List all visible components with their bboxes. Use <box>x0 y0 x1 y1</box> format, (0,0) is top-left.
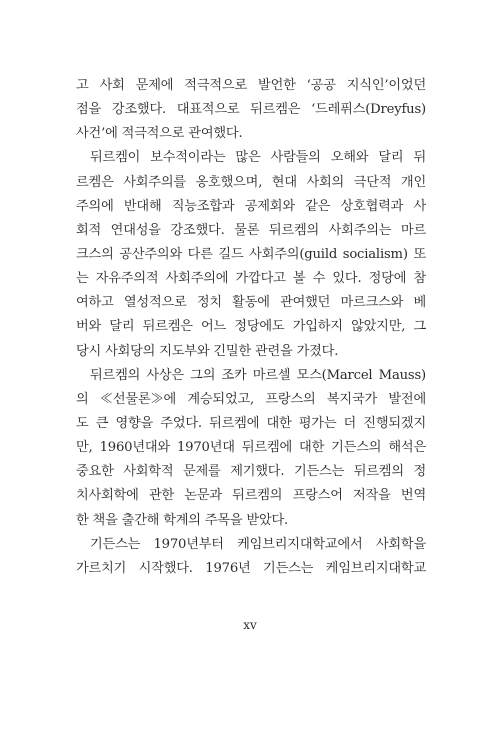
paragraph-first-line: 뒤르켐의 사상은 그의 조카 마르셀 모스(Marcel Mauss) <box>90 367 426 383</box>
body-line: 중요한 사회학적 문제를 제기했다. 기든스는 뒤르켐의 정 <box>76 464 426 480</box>
body-line: 당시 사회당의 지도부와 긴밀한 관련을 가졌다. <box>76 343 339 359</box>
body-line: 한 책을 출간해 학계의 주목을 받았다. <box>76 512 289 528</box>
body-line: 크스의 공산주의와 다른 길드 사회주의(guild socialism) 또 <box>76 246 426 262</box>
body-line: 회적 연대성을 강조했다. 물론 뒤르켐의 사회주의는 마르 <box>76 222 426 238</box>
body-line: 는 자유주의적 사회주의에 가깝다고 볼 수 있다. 정당에 참 <box>76 271 426 287</box>
body-line: 여하고 열성적으로 정치 활동에 관여했던 마르크스와 베 <box>76 295 426 311</box>
body-line: 고 사회 문제에 적극적으로 발언한 ‘공공 지식인’이었던 <box>76 78 426 93</box>
paragraph-first-line: 뒤르켐이 보수적이라는 많은 사람들의 오해와 달리 뒤 <box>90 150 426 166</box>
body-line: 점을 강조했다. 대표적으로 뒤르켐은 ‘드레퓌스(Dreyfus) <box>76 102 426 118</box>
body-line: 르켐은 사회주의를 옹호했으며, 현대 사회의 극단적 개인 <box>76 174 426 190</box>
body-line: 치사회학에 관한 논문과 뒤르켐의 프랑스어 저작을 번역 <box>76 488 426 504</box>
body-line: 의 ≪선물론≫에 계승되었고, 프랑스의 복지국가 발전에 <box>76 391 426 407</box>
body-line: 버와 달리 뒤르켐은 어느 정당에도 가입하지 않았지만, 그 <box>76 319 426 335</box>
body-line: 사건’에 적극적으로 관여했다. <box>76 126 243 142</box>
page-number: xv <box>243 618 257 632</box>
paragraph-first-line: 기든스는 1970년부터 케임브리지대학교에서 사회학을 <box>90 536 426 552</box>
body-line: 가르치기 시작했다. 1976년 기든스는 케임브리지대학교 <box>76 560 426 576</box>
body-line: 만, 1960년대와 1970년대 뒤르켐에 대한 기든스의 해석은 <box>76 440 426 456</box>
body-text <box>76 74 426 581</box>
body-line: 도 큰 영향을 주었다. 뒤르켐에 대한 평가는 더 진행되겠지 <box>76 415 426 431</box>
body-line: 주의에 반대해 직능조합과 공제회와 같은 상호협력과 사 <box>76 198 426 214</box>
